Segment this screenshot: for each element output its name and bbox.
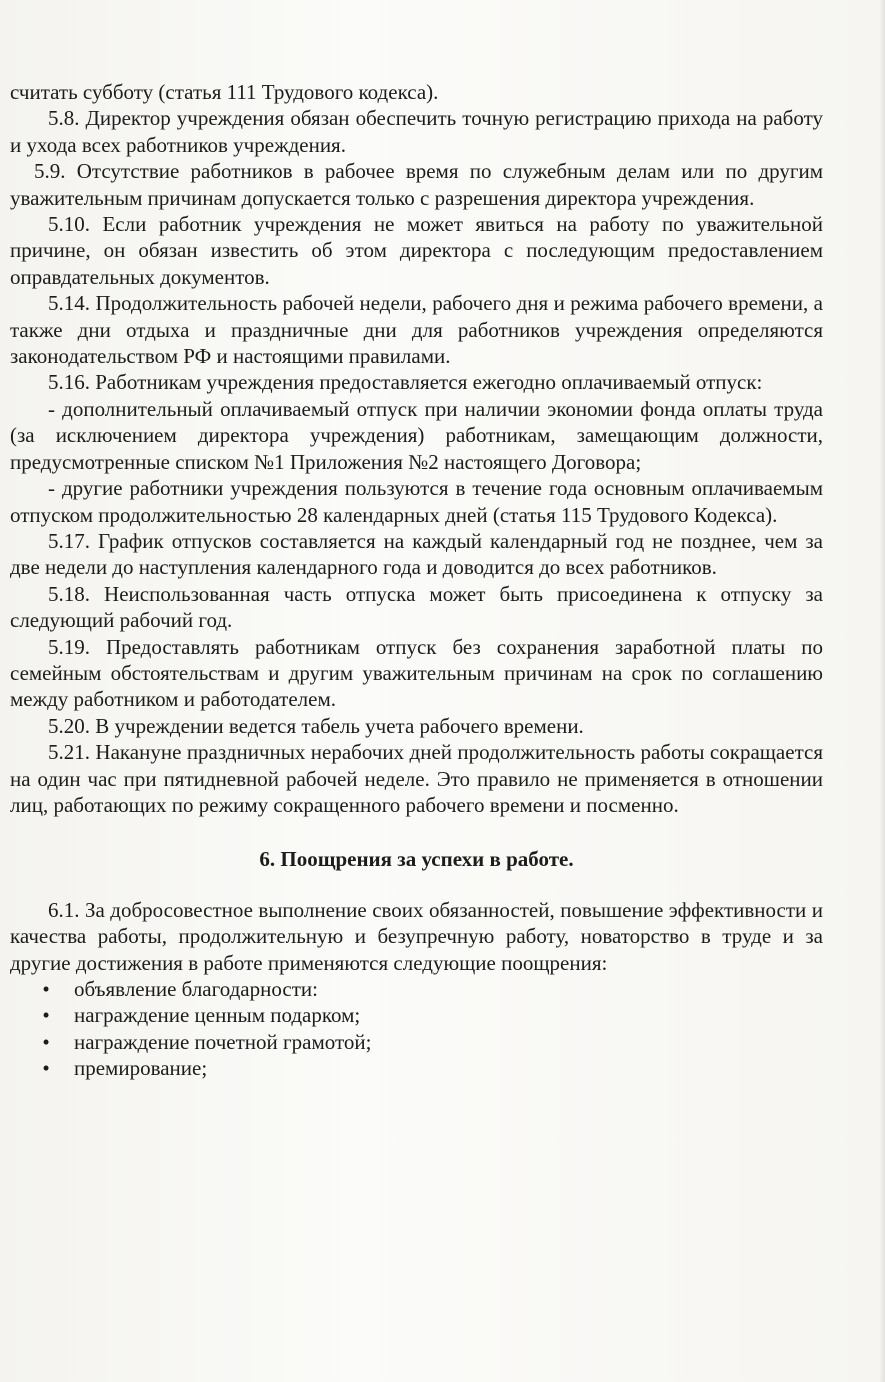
paragraph-5-16: 5.16. Работникам учреждения предоставляется ежегодно оплачиваемый отпуск: bbox=[48, 370, 763, 395]
paragraph-5-18: 5.18. Неиспользованная часть отпуска может быть присоединена к отпуску за следующий рабочий год. bbox=[10, 581, 823, 633]
bullet-icon: • bbox=[42, 1029, 50, 1054]
bullet-icon: • bbox=[42, 977, 50, 1001]
paragraph-5-9: 5.9. Отсутствие работников в рабочее время по служебным делам или по другим уважительным причинам допускается только с разрешения директора учреждения. bbox=[10, 159, 823, 210]
paragraph-5-10: 5.10. Если работник учреждения не может явиться на работу по уважительной причине, он обязан известить об этом директора с последующим предоставлением оправдательных документов. bbox=[10, 212, 823, 289]
list-item bbox=[36, 1002, 823, 1028]
paragraph-5-20: 5.20. В учреждении ведется табель учета рабочего времени. bbox=[48, 713, 584, 738]
list-item bbox=[36, 976, 823, 1002]
list-item bbox=[36, 1055, 823, 1081]
list-item-text: объявление благодарности: bbox=[74, 977, 318, 1001]
paragraph-6-1: 6.1. За добросовестное выполнение своих обязанностей, повышение эффективности и качества работы, продолжительную и безупречную работу, новаторство в труде и за другие достижения в работе применяются следующие поощрения: bbox=[10, 897, 823, 975]
paragraph-5-21: 5.21. Накануне праздничных нерабочих дней продолжительность работы сокращается на один час при пятидневной рабочей неделе. Это правило не применяется в отношении лиц, работающих по режиму сокращенного рабочего времени и посменно. bbox=[10, 740, 823, 817]
bullet-icon: • bbox=[42, 1056, 50, 1081]
list-item bbox=[36, 1029, 823, 1055]
paragraph-5-16-item-2: - другие работники учреждения пользуются в течение года основным оплачиваемым отпуском продолжительностью 28 календарных дней (статья 115 Трудового Кодекса). bbox=[10, 476, 823, 527]
paragraph-continuation: считать субботу (статья 111 Трудового кодекса). bbox=[10, 80, 439, 104]
paragraph-5-19: 5.19. Предоставлять работникам отпуск без сохранения заработной платы по семейным обстоятельствам и другим уважительным причинам на срок по соглашению между работником и работодателем. bbox=[10, 634, 823, 712]
list-item-text: премирование; bbox=[74, 1056, 208, 1081]
bullet-icon: • bbox=[42, 1003, 50, 1028]
paragraph-5-14: 5.14. Продолжительность рабочей недели, рабочего дня и режима рабочего времени, а также дни отдыха и праздничные дни для работников учреждения определяются законодательством РФ и настоящими правилами. bbox=[10, 291, 823, 369]
rewards-list bbox=[10, 976, 823, 1082]
list-item-text: награждение почетной грамотой; bbox=[74, 1029, 372, 1054]
paragraph-5-8: 5.8. Директор учреждения обязан обеспечить точную регистрацию прихода на работу и ухода всех работников учреждения. bbox=[10, 106, 823, 157]
section-6-heading: 6. Поощрения за успехи в работе. bbox=[259, 847, 574, 872]
paragraph-5-17: 5.17. График отпусков составляется на каждый календарный год не позднее, чем за две недели до наступления календарного года и доводится до всех работников. bbox=[10, 528, 823, 580]
list-item-text: награждение ценным подарком; bbox=[74, 1003, 361, 1028]
paragraph-5-16-item-1: - дополнительный оплачиваемый отпуск при наличии экономии фонда оплаты труда (за исключением директора учреждения) работникам, замещающим должности, предусмотренные списком №1 Приложения №2 настоящего Договора; bbox=[10, 396, 823, 474]
